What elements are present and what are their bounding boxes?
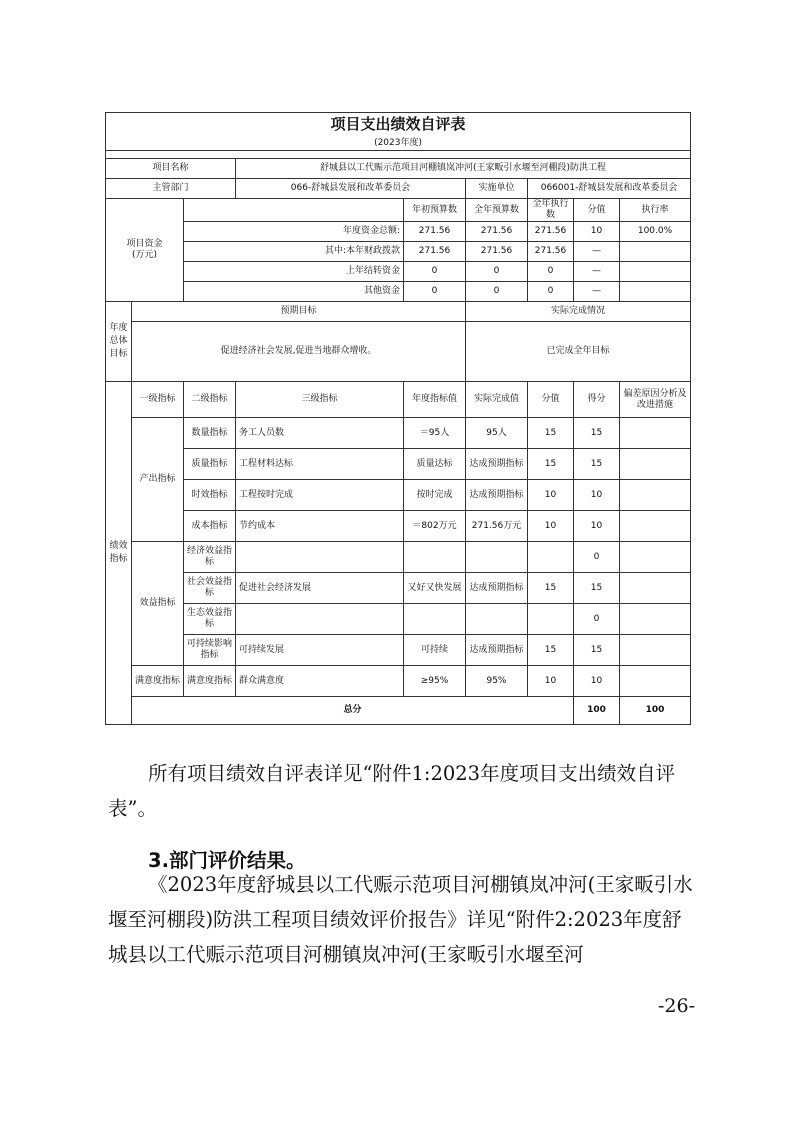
l2-cell: 数量指标: [184, 418, 236, 449]
actual-cell: 达成预期指标: [466, 480, 528, 511]
actual-cell: [466, 604, 528, 635]
actual-goal: 已完成全年目标: [466, 322, 691, 382]
dept-value: 066-舒城县发展和改革委员会: [236, 179, 466, 199]
actual-cell: 95人: [466, 418, 528, 449]
perf-header: 三级指标: [236, 382, 404, 418]
funds-header: 全年预算数: [466, 199, 528, 222]
funds-cell: 271.56: [466, 242, 528, 262]
l3-cell: 促进社会经济发展: [236, 573, 404, 604]
l2-cell: 生态效益指标: [184, 604, 236, 635]
l2-cell: 成本指标: [184, 511, 236, 542]
funds-cell: 0: [528, 282, 574, 302]
funds-cell: 271.56: [466, 222, 528, 242]
l2-cell: 满意度指标: [184, 666, 236, 697]
target-cell: [404, 542, 466, 573]
note-cell: [620, 604, 691, 635]
actual-cell: 达成预期指标: [466, 635, 528, 666]
funds-row-label: 上年结转资金: [184, 262, 404, 282]
score-cell: 10: [574, 666, 620, 697]
spacer-row: [106, 151, 691, 159]
note-cell: [620, 635, 691, 666]
score-value-cell: 15: [528, 635, 574, 666]
funds-cell: 271.56: [404, 222, 466, 242]
l2-cell: 可持续影响指标: [184, 635, 236, 666]
funds-cell: 0: [404, 282, 466, 302]
score-value-cell: [528, 604, 574, 635]
output-label: 产出指标: [132, 418, 184, 542]
l3-cell: 群众满意度: [236, 666, 404, 697]
l3-cell: 务工人员数: [236, 418, 404, 449]
score-value-cell: 15: [528, 449, 574, 480]
paragraph-attachment2: 《2023年度舒城县以工代赈示范项目河棚镇岚冲河(王家畈引水堰至河棚段)防洪工程项目绩效评价报告》详见“附件2:2023年度舒城县以工代赈示范项目河棚镇岚冲河(王家畈引水堰至河: [108, 873, 693, 966]
note-cell: [620, 418, 691, 449]
funds-cell: [620, 262, 691, 282]
funds-cell: [620, 282, 691, 302]
section-heading: 3.部门评价结果。: [148, 849, 306, 872]
funds-cell: 0: [466, 282, 528, 302]
expected-goal: 促进经济社会发展,促进当地群众增收。: [132, 322, 466, 382]
actual-cell: 达成预期指标: [466, 573, 528, 604]
note-cell: [620, 480, 691, 511]
perf-header: 年度指标值: [404, 382, 466, 418]
benefit-label: 效益指标: [132, 542, 184, 666]
funds-cell: 271.56: [528, 222, 574, 242]
l3-cell: [236, 542, 404, 573]
l2-cell: 经济效益指标: [184, 542, 236, 573]
project-name: 舒城县以工代赈示范项目河棚镇岚冲河(王家畈引水堰至河棚段)防洪工程: [236, 159, 691, 179]
expected-goal-header: 预期目标: [132, 302, 466, 322]
score-cell: 15: [574, 449, 620, 480]
l3-cell: 可持续发展: [236, 635, 404, 666]
score-cell: 10: [574, 511, 620, 542]
actual-cell: 271.56万元: [466, 511, 528, 542]
total-score: 100: [620, 697, 691, 725]
score-value-cell: 10: [528, 666, 574, 697]
perf-label: 绩效指标: [106, 382, 132, 725]
note-cell: [620, 542, 691, 573]
actual-goal-header: 实际完成情况: [466, 302, 691, 322]
funds-cell: 0: [528, 262, 574, 282]
exec-unit-label: 实施单位: [466, 179, 528, 199]
actual-cell: 达成预期指标: [466, 449, 528, 480]
table-title: 项目支出绩效自评表: [106, 113, 691, 137]
funds-cell: —: [574, 242, 620, 262]
exec-unit-value: 066001-舒城县发展和改革委员会: [528, 179, 691, 199]
l3-cell: 工程按时完成: [236, 480, 404, 511]
total-label: 总分: [132, 697, 574, 725]
performance-table: [105, 112, 691, 725]
score-cell: 15: [574, 635, 620, 666]
score-value-cell: 15: [528, 573, 574, 604]
funds-cell: 100.0%: [620, 222, 691, 242]
target-cell: ＝802万元: [404, 511, 466, 542]
funds-cell: 271.56: [404, 242, 466, 262]
target-cell: 质量达标: [404, 449, 466, 480]
score-cell: 15: [574, 573, 620, 604]
goal-label: 年度总体目标: [106, 302, 132, 382]
l2-cell: 时效指标: [184, 480, 236, 511]
perf-header: 偏差原因分析及改进措施: [620, 382, 691, 418]
actual-cell: 95%: [466, 666, 528, 697]
l3-cell: [236, 604, 404, 635]
funds-row-label: 其他资金: [184, 282, 404, 302]
score-value-cell: 10: [528, 480, 574, 511]
target-cell: 又好又快发展: [404, 573, 466, 604]
funds-row-label: 其中:本年财政拨款: [184, 242, 404, 262]
page-number: -26-: [657, 995, 695, 1017]
paragraph-attachment1: 所有项目绩效自评表详见“附件1:2023年度项目支出绩效自评表”。: [108, 762, 676, 820]
score-value-cell: 10: [528, 511, 574, 542]
target-cell: 按时完成: [404, 480, 466, 511]
score-value-cell: [528, 542, 574, 573]
score-value-cell: 15: [528, 418, 574, 449]
satisfaction-l1: 满意度指标: [132, 666, 184, 697]
funds-cell: —: [574, 282, 620, 302]
target-cell: 可持续: [404, 635, 466, 666]
perf-header: 二级指标: [184, 382, 236, 418]
l3-cell: 节约成本: [236, 511, 404, 542]
l2-cell: 社会效益指标: [184, 573, 236, 604]
funds-cell: [620, 242, 691, 262]
funds-header-blank: [236, 199, 404, 222]
funds-cell: —: [574, 262, 620, 282]
funds-header: 分值: [574, 199, 620, 222]
target-cell: ＝95人: [404, 418, 466, 449]
score-cell: 0: [574, 542, 620, 573]
funds-blank: [184, 199, 236, 222]
target-cell: ≥95%: [404, 666, 466, 697]
table-year: (2023年度): [106, 137, 691, 151]
note-cell: [620, 449, 691, 480]
score-cell: 0: [574, 604, 620, 635]
funds-label: 项目资金 (万元): [106, 199, 184, 302]
project-name-label: 项目名称: [106, 159, 236, 179]
funds-header: 全年执行数: [528, 199, 574, 222]
score-cell: 15: [574, 418, 620, 449]
score-cell: 10: [574, 480, 620, 511]
perf-header: 一级指标: [132, 382, 184, 418]
total-value: 100: [574, 697, 620, 725]
funds-header: 年初预算数: [404, 199, 466, 222]
target-cell: [404, 604, 466, 635]
funds-cell: 0: [404, 262, 466, 282]
note-cell: [620, 666, 691, 697]
l2-cell: 质量指标: [184, 449, 236, 480]
actual-cell: [466, 542, 528, 573]
perf-header: 分值: [528, 382, 574, 418]
dept-label: 主管部门: [106, 179, 236, 199]
funds-cell: 10: [574, 222, 620, 242]
funds-cell: 0: [466, 262, 528, 282]
perf-header: 实际完成值: [466, 382, 528, 418]
l3-cell: 工程材料达标: [236, 449, 404, 480]
perf-header: 得分: [574, 382, 620, 418]
note-cell: [620, 573, 691, 604]
funds-row-label: 年度资金总额:: [184, 222, 404, 242]
funds-header: 执行率: [620, 199, 691, 222]
funds-cell: 271.56: [528, 242, 574, 262]
note-cell: [620, 511, 691, 542]
